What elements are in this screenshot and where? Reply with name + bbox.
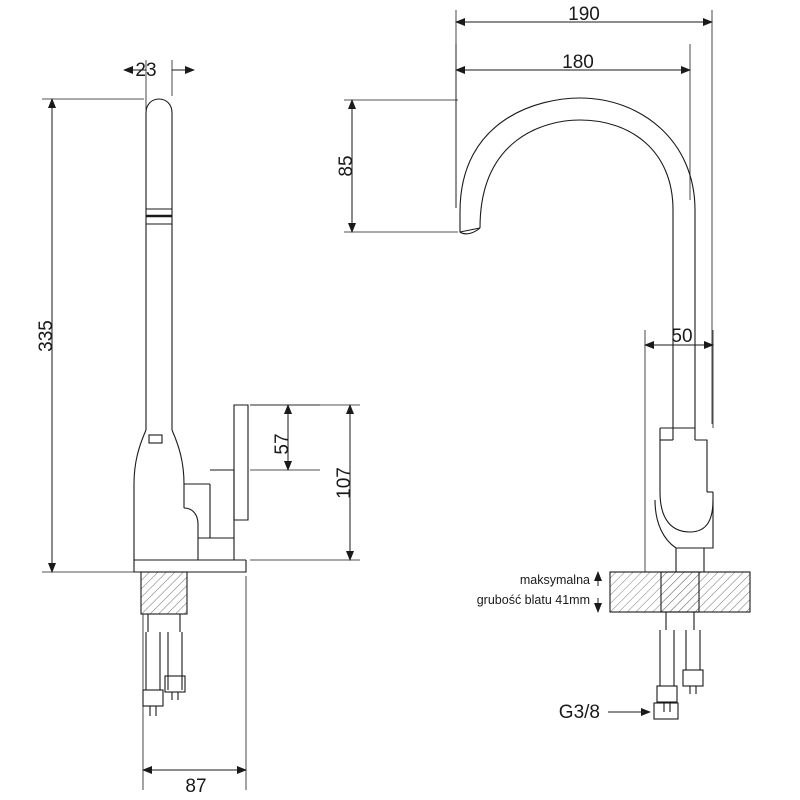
dim-label-total-height: 335: [36, 320, 57, 352]
dim-label-base-depth: 50: [671, 326, 693, 347]
dim-label-reach-inner: 180: [562, 52, 594, 73]
dim-label-base-width: 87: [185, 776, 207, 797]
countertop-hatch: [610, 572, 750, 612]
front-shank-hatch: [141, 572, 187, 614]
dimension-85: [336, 100, 458, 232]
dim-label-spout-width: 23: [135, 60, 157, 81]
note-line-1: maksymalna: [519, 573, 590, 587]
dim-label-spout-clearance: 85: [336, 155, 357, 177]
dimension-57: [250, 405, 320, 470]
front-view-geometry: [134, 99, 248, 572]
dimension-50: [645, 326, 713, 572]
thread-label: G3/8: [558, 702, 600, 723]
dimension-335: [36, 99, 144, 572]
dimension-23: [124, 60, 194, 110]
dim-label-reach-outer: 190: [568, 4, 600, 25]
dimension-107: [250, 405, 360, 560]
side-mounting-hardware: [654, 612, 703, 719]
dim-label-handle-height: 57: [272, 433, 293, 455]
dim-label-body-height: 107: [334, 467, 355, 499]
countertop-note: [477, 572, 598, 612]
thread-callout: [559, 702, 650, 723]
dimension-180: [456, 44, 690, 208]
note-line-2: grubość blatu 41mm: [476, 593, 590, 607]
front-mounting-hardware: [141, 614, 187, 716]
